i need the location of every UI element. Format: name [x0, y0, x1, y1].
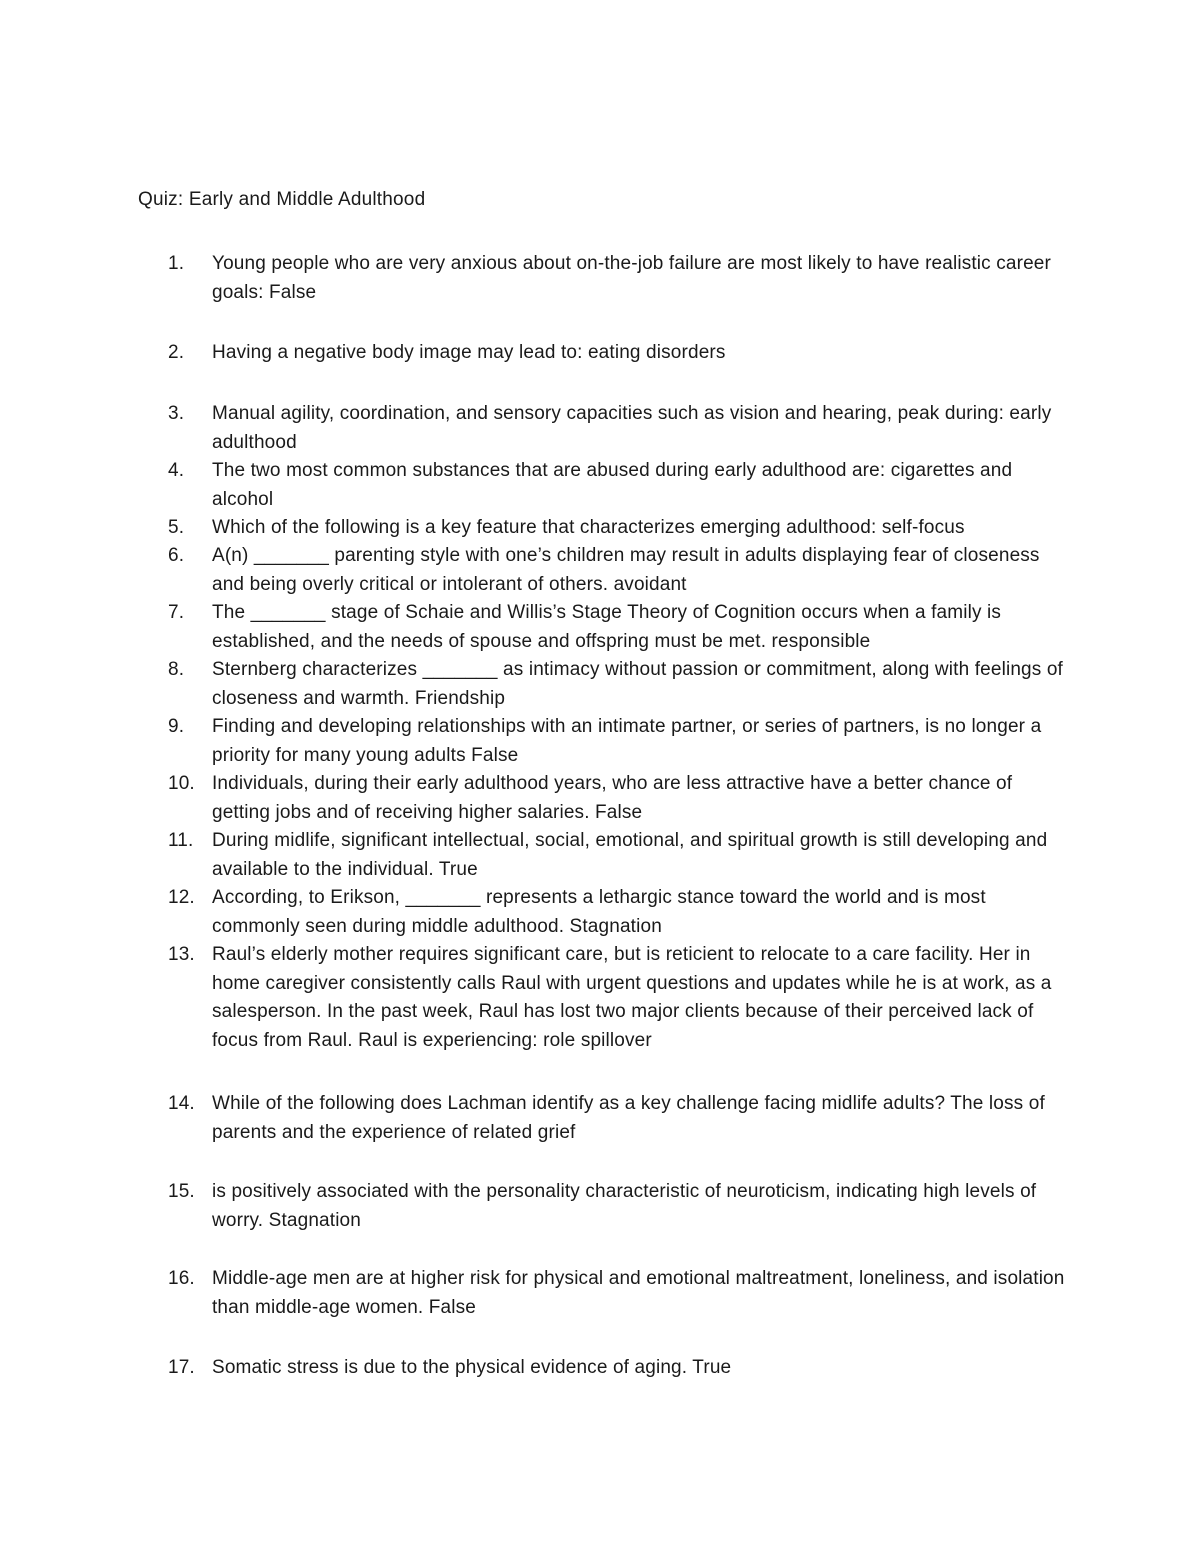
question-number: 6.	[168, 545, 185, 566]
question-8	[168, 656, 1068, 713]
question-15	[168, 1178, 1068, 1235]
question-number: 16.	[168, 1268, 195, 1289]
question-2	[168, 339, 1068, 368]
question-text: A(n) _______ parenting style with one’s children may result in adults displaying fear of closeness and being overly critical or intolerant of others. avoidant	[212, 545, 1040, 595]
question-number: 4.	[168, 460, 185, 481]
question-12	[168, 884, 1068, 941]
question-7	[168, 599, 1068, 656]
question-number: 17.	[168, 1357, 195, 1378]
question-text: During midlife, significant intellectual, social, emotional, and spiritual growth is still developing and available to the individual. True	[212, 830, 1048, 880]
question-number: 2.	[168, 342, 185, 363]
question-text: Individuals, during their early adulthood years, who are less attractive have a better chance of getting jobs and of receiving higher salaries. False	[212, 773, 1013, 823]
question-16	[168, 1265, 1068, 1322]
question-1	[168, 250, 1068, 307]
question-10	[168, 770, 1068, 827]
question-text: Finding and developing relationships with an intimate partner, or series of partners, is no longer a priority for many young adults False	[212, 716, 1042, 766]
question-number: 8.	[168, 659, 185, 680]
question-text: The two most common substances that are abused during early adulthood are: cigarettes and alcohol	[212, 460, 1013, 510]
question-number: 9.	[168, 716, 185, 737]
question-text: Raul’s elderly mother requires significant care, but is reticient to relocate to a care facility. Her in home caregiver consistently calls Raul with urgent questions and updates while he is at work, as a salesperson. In the past week, Raul has lost two major clients because of their perceived lack of focus from Raul. Raul is experiencing: role spillover	[212, 944, 1052, 1051]
question-14	[168, 1090, 1068, 1147]
question-number: 10.	[168, 773, 195, 794]
question-11	[168, 827, 1068, 884]
question-number: 5.	[168, 517, 185, 538]
question-6	[168, 542, 1068, 599]
question-number: 15.	[168, 1181, 195, 1202]
question-number: 13.	[168, 944, 195, 965]
question-text: According, to Erikson, _______ represents a lethargic stance toward the world and is most commonly seen during middle adulthood. Stagnation	[212, 887, 986, 937]
question-17	[168, 1354, 1068, 1383]
question-text: Which of the following is a key feature that characterizes emerging adulthood: self-focus	[212, 517, 965, 538]
question-number: 12.	[168, 887, 195, 908]
question-text: Manual agility, coordination, and sensory capacities such as vision and hearing, peak during: early adulthood	[212, 403, 1052, 453]
question-4	[168, 457, 1068, 514]
document-title: Quiz: Early and Middle Adulthood	[138, 189, 426, 210]
question-number: 11.	[168, 830, 194, 851]
question-text: The _______ stage of Schaie and Willis’s Stage Theory of Cognition occurs when a family is established, and the needs of spouse and offspring must be met. responsible	[212, 602, 1002, 652]
question-text: Sternberg characterizes _______ as intimacy without passion or commitment, along with feelings of closeness and warmth. Friendship	[212, 659, 1063, 709]
question-text: is positively associated with the personality characteristic of neuroticism, indicating high levels of worry. Stagnation	[212, 1181, 1037, 1231]
question-text: While of the following does Lachman identify as a key challenge facing midlife adults? The loss of parents and the experience of related grief	[212, 1093, 1045, 1143]
question-text: Somatic stress is due to the physical evidence of aging. True	[212, 1357, 732, 1378]
question-3	[168, 400, 1068, 457]
question-text: Young people who are very anxious about on-the-job failure are most likely to have realistic career goals: False	[212, 253, 1052, 303]
question-number: 1.	[168, 253, 185, 274]
question-number: 7.	[168, 602, 185, 623]
question-text: Having a negative body image may lead to: eating disorders	[212, 342, 726, 363]
question-number: 3.	[168, 403, 185, 424]
question-number: 14.	[168, 1093, 195, 1114]
question-13	[168, 941, 1068, 1055]
question-text: Middle-age men are at higher risk for physical and emotional maltreatment, loneliness, and isolation than middle-age women. False	[212, 1268, 1065, 1318]
question-9	[168, 713, 1068, 770]
question-5	[168, 514, 1068, 543]
